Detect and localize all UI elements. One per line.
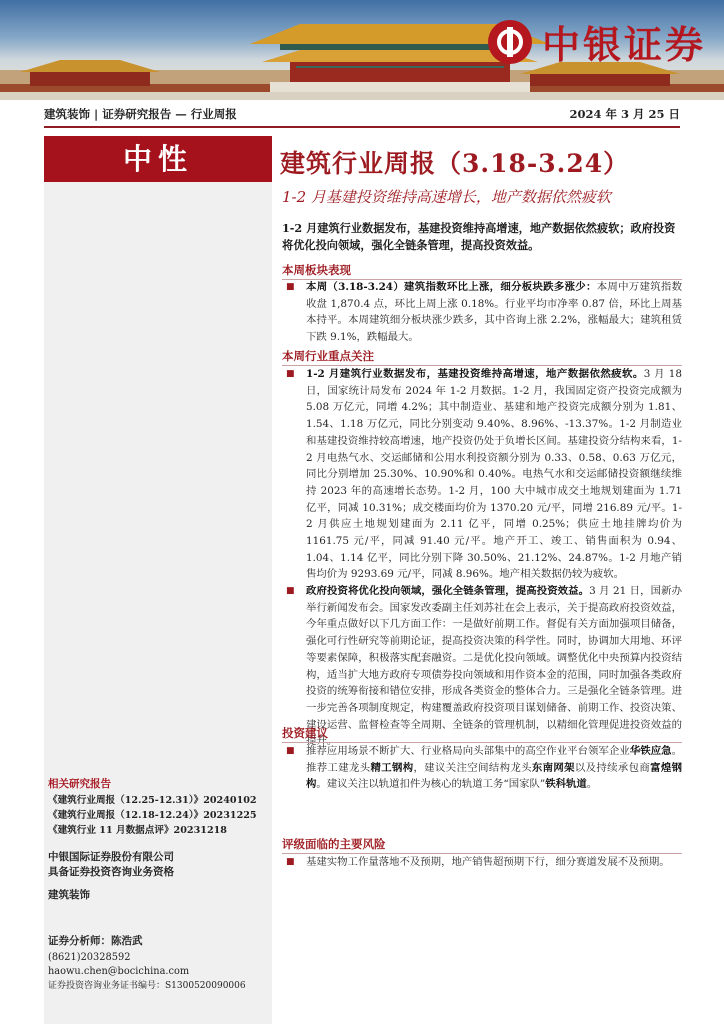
section-heading-key-focus: 本周行业重点关注 (282, 349, 374, 363)
bullet-item (282, 366, 682, 583)
square-bullet-icon: ■ (286, 857, 295, 867)
advice-text: 。建议关注以轨道扣件为核心的轨道工务“国家队” (316, 778, 546, 791)
bullet-text: 基建实物工作量落地不及预期，地产销售超预期下行，细分赛道发展不及预期。 (306, 856, 670, 868)
bullet-lead: 1-2 月建筑行业数据发布，基建投资维持高增速，地产数据依然疲软。 (306, 368, 644, 380)
stock-name: 铁科轨道 (545, 778, 587, 791)
header-divider (44, 126, 680, 128)
brand-name: 中银证券 (541, 23, 706, 67)
advice-text: 推荐应用场景不断扩大、行业格局向头部集中的高空作业平台领军企业 (306, 745, 630, 757)
report-header (44, 104, 680, 124)
stock-name: 富煌钢构 (306, 761, 683, 791)
bullet-lead: 政府投资将优化投向领域，强化全链条管理，提高投资效益。 (306, 585, 590, 597)
section-heading-investment-advice: 投资建议 (282, 726, 328, 740)
stock-name: 华铁应急 (629, 745, 672, 757)
boc-emblem-icon (488, 20, 532, 64)
sector-label: 建筑装饰 (48, 889, 90, 901)
related-report-item[interactable]: 《建筑行业 11 月数据点评》20231218 (48, 825, 227, 836)
advice-text: 。推荐工建龙头 (306, 745, 683, 774)
stock-name: 精工钢构 (370, 761, 414, 774)
page-subtitle: 1-2 月基建投资维持高速增长，地产数据依然疲软 (282, 188, 611, 206)
page-title: 建筑行业周报（3.18-3.24） (280, 149, 630, 178)
summary-paragraph: 1-2 月建筑行业数据发布，基建投资维持高增速，地产数据依然疲软；政府投资将优化投向领域，强化全链条管理，提高投资效益。 (282, 221, 676, 252)
analyst-certificate: 证券投资咨询业务证书编号：S1300520090006 (48, 981, 246, 991)
square-bullet-icon: ■ (286, 282, 295, 292)
stock-name: 东南网架 (531, 761, 575, 774)
related-reports-title: 相关研究报告 (48, 778, 111, 790)
brand-logo (488, 14, 706, 69)
header-banner (0, 0, 724, 100)
analyst-phone: (8621)20328592 (48, 952, 131, 963)
bullet-item (282, 854, 682, 871)
related-reports (48, 777, 272, 838)
analyst-name: 证券分析师：陈浩武 (48, 935, 143, 947)
square-bullet-icon: ■ (286, 369, 295, 379)
advice-text: ，建议关注空间结构龙头 (413, 761, 532, 774)
rating-badge: 中性 (44, 136, 272, 182)
advice-text: 以及持续承包商 (574, 761, 651, 774)
firm-name: 中银国际证券股份有限公司 (48, 851, 174, 863)
bullet-lead: 本周（3.18-3.24）建筑指数环比上涨，细分板块跌多涨少： (306, 281, 597, 293)
firm-qualification: 具备证券投资咨询业务资格 (48, 866, 174, 878)
related-report-item[interactable]: 《建筑行业周报（12.18-12.24）》20231225 (48, 810, 257, 821)
bullet-body: 本周中万建筑指数收盘 1,870.4 点，环比上周上涨 0.18%。行业平均市净率 0.87 倍，环比上周基本持平。本周建筑细分板块涨少跌多，其中咨询上涨 2.2%，涨幅最大；建筑租赁下跌 9.1%，跌幅最大。 (306, 281, 682, 344)
report-category: 建筑装饰 | 证券研究报告 — 行业周报 (44, 107, 237, 121)
analyst-email[interactable]: haowu.chen@bocichina.com (48, 966, 190, 977)
bullet-item (282, 279, 682, 346)
bullet-item (282, 743, 682, 793)
report-date: 2024 年 3 月 25 日 (569, 107, 680, 121)
square-bullet-icon: ■ (286, 586, 295, 596)
sidebar (44, 136, 272, 1024)
section-heading-risks: 评级面临的主要风险 (282, 837, 386, 851)
related-report-item[interactable]: 《建筑行业周报（12.25-12.31）》20240102 (48, 795, 257, 806)
analyst-info (48, 934, 272, 993)
bullet-body: 3 月 18 日，国家统计局发布 2024 年 1-2 月数据。1-2 月，我国固定资产投资完成额为 5.08 万亿元，同增 4.2%；其中制造业、基建和地产投资完成额分别为 1.81、1.54、1.18 万亿元，同比分别变动 9.40%、8.96%、-13.37%。1-2 月制造业和基建投资维持较高增速，地产投资仍处于负增长区间。基建投资分结构来看，1-2 月电热气水、交运邮储和公用水利投资额分别为 0.33、0.58、0.63 万亿元，同比分别增加 25.30%、10.90%和 0.40%。电热气水和交运邮储投资额继续维持 2023 年的高速增长态势。1-2 月，100 大中城市成交土地规划建面为 1.71 亿平，同减 10.31%；成交楼面均价为 1370.20 元/平，同增 216.89 元/平。1-2 月供应土地规划建面为 2.11 亿平，同增 0.25%；供应土地挂牌均价为 1161.75 元/平，同减 91.40 元/平。地产开工、竣工、销售面积为 0.94、1.04、1.14 亿平，同比分别下降 30.50%、21.12%、24.87%。1-2 月地产销售均价为 9293.69 元/平，同减 8.96%。地产相关数据仍较为疲软。 (306, 368, 682, 581)
bullet-text (306, 743, 682, 793)
square-bullet-icon: ■ (286, 746, 295, 756)
section-heading-sector-performance: 本周板块表现 (282, 263, 351, 277)
bullet-text (306, 366, 682, 583)
firm-info (48, 850, 272, 903)
advice-text: 。 (586, 778, 598, 791)
bullet-body: 3 月 21 日，国新办举行新闻发布会。国家发改委副主任刘苏社在会上表示，关于提高政府投资效益，今年重点做好以下几方面工作：一是做好前期工作。督促有关方面加强项目储备，强化可行性研究等前期论证，提高投资决策的科学性。同时，协调加大用地、环评等要素保障，积极落实配套融资。二是优化投向领域。调整优化中央预算内投资结构，适当扩大地方政府专项债券投向领域和用作资本金的范围，同时加强各类政府投资的统筹衔接和错位安排，形成各类资金的整体合力。三是强化全链条管理。进一步完善各项制度规定，构建覆盖政府投资项目谋划储备、前期工作、投资决策、建设运营、监督检查等全周期、全链条的管理机制，以精细化管理促进投资效益的 (306, 585, 682, 731)
bullet-text (306, 279, 682, 346)
